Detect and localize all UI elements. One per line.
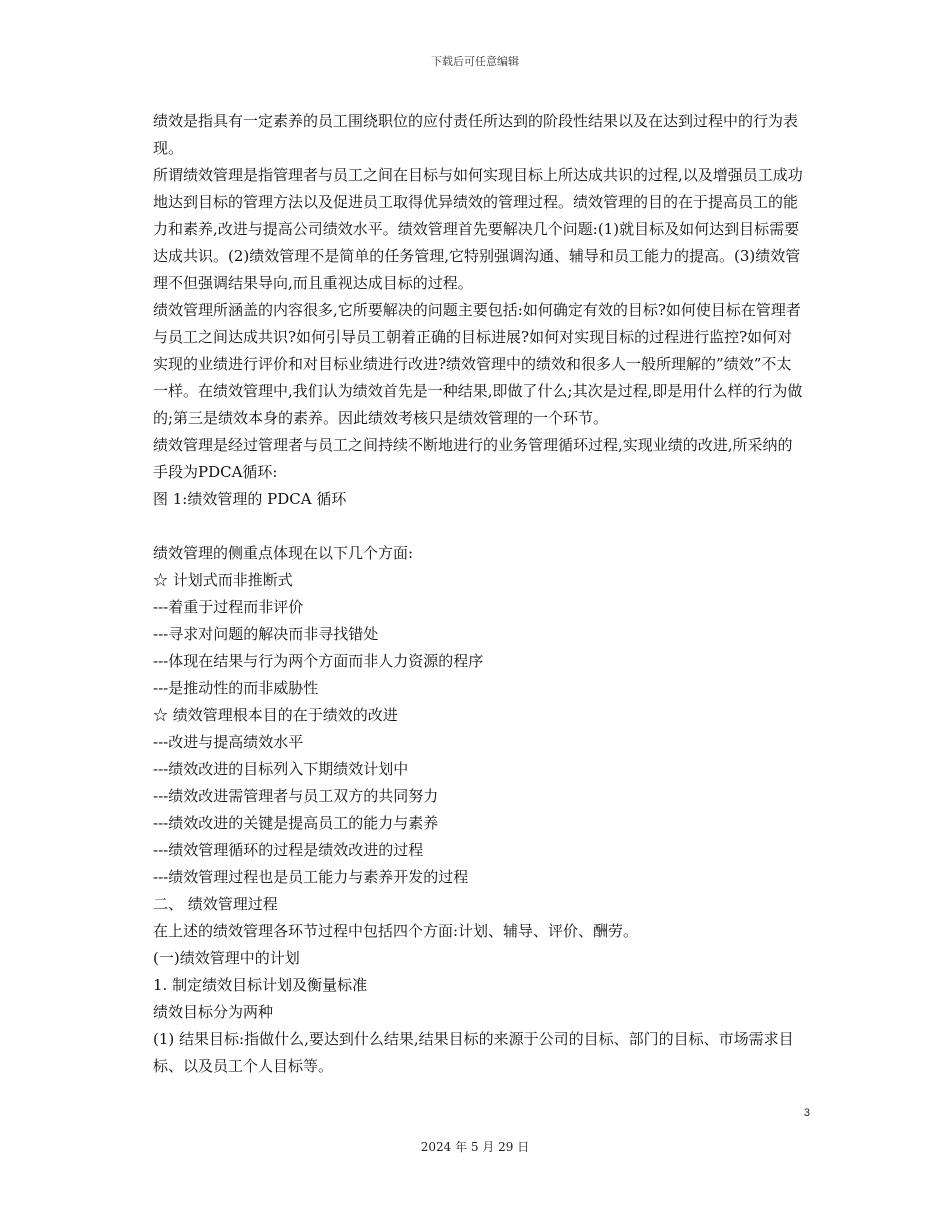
dash-item: ---体现在结果与行为两个方面而非人力资源的程序 [153,652,484,670]
goal-result: (1) 结果目标:指做什么,要达到什么结果,结果目标的来源于公司的目标、部门的目标、市场需求目标、以及员工个人目标等。 [153,1030,794,1075]
star-item: ☆ 计划式而非推断式 [153,571,293,589]
section-text: 在上述的绩效管理各环节过程中包括四个方面:计划、辅导、评价、酬劳。 [153,922,639,940]
dash-item: ---改进与提高绩效水平 [153,733,304,751]
paragraph-definition: 绩效是指具有一定素养的员工围绕职位的应付责任所达到的阶段性结果以及在达到过程中的行为表现。 [153,112,799,157]
footer-date: 2024 年 5 月 29 日 [420,1140,530,1154]
numbered-item: 1. 制定绩效目标计划及衡量标准 [153,976,368,994]
paragraph-scope: 绩效管理所涵盖的内容很多,它所要解决的问题主要包括:如何确定有效的目标?如何使目标在管理者与员工之间达成共识?如何引导员工朝着正确的目标进展?如何对实现目标的过程进行监控?如何对实现的业绩进行评价和对目标业绩进行改进?绩效管理中的绩效和很多人一般所理解的”绩效”不太一样。在绩效管理中,我们认为绩效首先是一种结果,即做了什么;其次是过程,即是用什么样的行为做的;第三是绩效本身的素养。因此绩效考核只是绩效管理的一个环节。 [153,301,803,427]
header-text: 下载后可任意编辑 [431,55,519,68]
figure-placeholder [153,513,803,540]
dash-item: ---绩效管理过程也是员工能力与素养开发的过程 [153,868,469,886]
goal-types: 绩效目标分为两种 [153,1003,274,1021]
page-header [0,54,950,70]
emphasis-intro: 绩效管理的侧重点体现在以下几个方面: [153,544,414,562]
page-number: 3 [803,1107,810,1119]
dash-item: ---着重于过程而非评价 [153,598,304,616]
dash-item: ---绩效改进的目标列入下期绩效计划中 [153,760,409,778]
section-heading: 二、 绩效管理过程 [153,895,278,913]
paragraph-pdca: 绩效管理是经过管理者与员工之间持续不断地进行的业务管理循环过程,实现业绩的改进,所采纳的手段为PDCA循环: [153,436,793,481]
dash-item: ---绩效改进的关键是提高员工的能力与素养 [153,814,439,832]
document-body [153,108,803,1080]
figure-caption: 图 1:绩效管理的 PDCA 循环 [153,490,347,508]
dash-item: ---绩效改进需管理者与员工双方的共同努力 [153,787,439,805]
dash-item: ---寻求对问题的解决而非寻找错处 [153,625,379,643]
star-item: ☆ 绩效管理根本目的在于绩效的改进 [153,706,398,724]
paragraph-management-definition: 所谓绩效管理是指管理者与员工之间在目标与如何实现目标上所达成共识的过程,以及增强员工成功地达到目标的管理方法以及促进员工取得优异绩效的管理过程。绩效管理的目的在于提高员工的能力和素养,改进与提高公司绩效水平。绩效管理首先要解决几个问题:(1)就目标及如何达到目标需要达成共识。(2)绩效管理不是简单的任务管理,它特别强调沟通、辅导和员工能力的提高。(3)绩效管理不但强调结果导向,而且重视达成目标的过程。 [153,166,803,292]
dash-item: ---绩效管理循环的过程是绩效改进的过程 [153,841,424,859]
page-footer [0,1139,950,1155]
subsection-heading: (一)绩效管理中的计划 [153,949,300,967]
dash-item: ---是推动性的而非威胁性 [153,679,319,697]
